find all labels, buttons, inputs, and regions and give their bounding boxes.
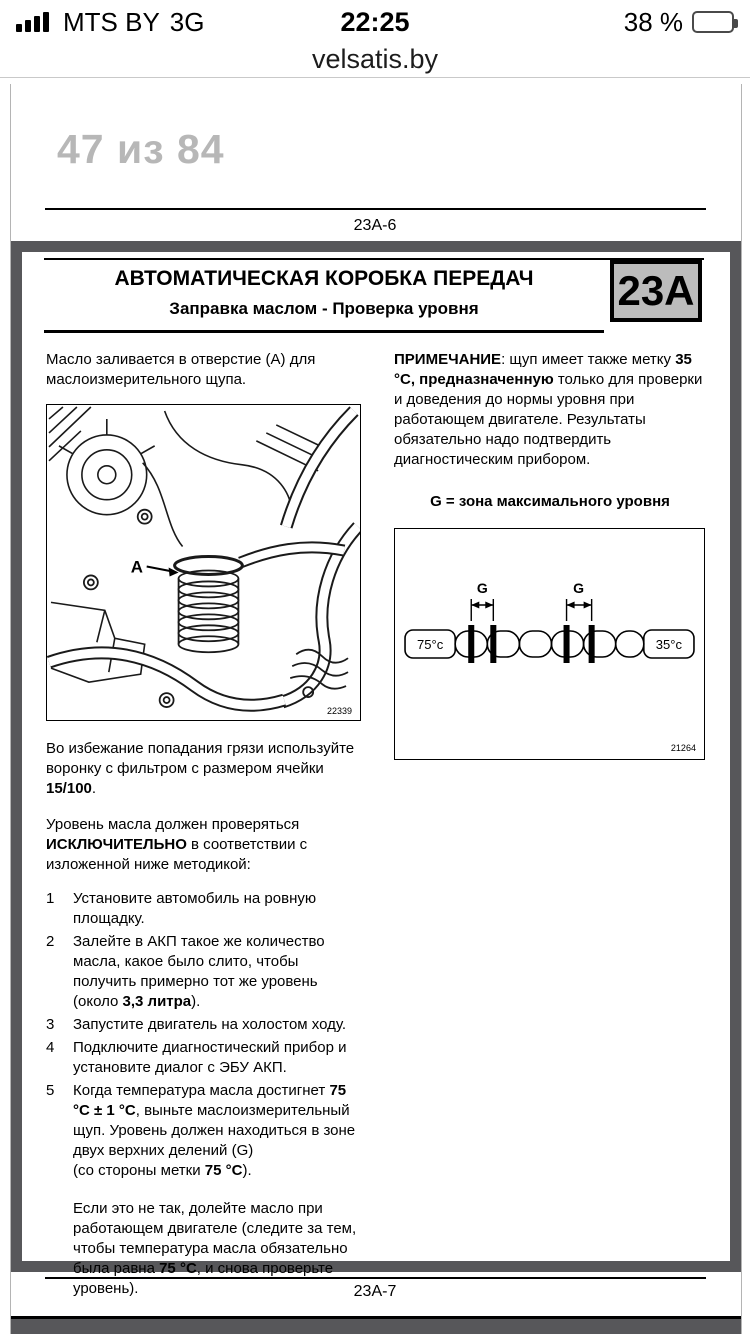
g-mark-2: G [573,580,585,596]
note-paragraph: ПРИМЕЧАНИЕ: щуп имеет также метку 35 °С, предназначенную только для проверки и доведения до нормы уровня при работающем двигателе. Результаты обязательно надо подтвердить диагностическим прибором. [394,351,703,468]
figure-ref-number: 21264 [670,743,696,753]
right-column [394,350,706,760]
signal-strength-icon [16,12,49,32]
section-code-label: 23A [617,267,695,314]
document-subtitle: Заправка маслом - Проверка уровня [169,299,479,318]
prev-page-footer-label: 23A-6 [353,217,397,234]
next-page-footer-rule [45,1277,706,1279]
engine-figure [46,404,361,721]
funnel-note: Во избежание попадания грязи используйте воронку с фильтром с размером ячейки 15/100. [46,740,355,797]
figure-ref-number: 22339 [327,706,353,717]
g-mark-1: G [476,580,488,596]
list-item: 2 Залейте в АКП такое же количество масла, какое было слито, чтобы получить примерно тот же уровень (около 3,3 литра). [46,933,325,1010]
dipstick-figure [394,528,705,760]
page-counter-overlay: 47 из 84 [57,126,225,172]
temp-label-75: 75°с [416,637,444,652]
header-underline-rule [44,330,604,333]
g-zone-caption: G = зона максимального уровня [430,493,670,510]
list-item: 4 Подключите диагностический прибор и установите диалог с ЭБУ АКП. [46,1039,347,1076]
intro-paragraph: Масло заливается в отверстие (А) для маслоизмерительного щупа. [46,351,316,388]
next-page-backdrop[interactable] [11,1316,741,1334]
list-item: 1 Установите автомобиль на ровную площадку. [46,890,317,927]
temp-label-35: 35°с [655,637,683,652]
status-bar [0,0,750,44]
browser-divider [0,77,750,78]
engine-figure-drawing [47,405,360,720]
battery-icon [692,11,734,33]
page-top-rule [44,258,704,260]
steps-list [46,889,362,1181]
network-type-label: 3G [169,6,205,37]
document-title: АВТОМАТИЧЕСКАЯ КОРОБКА ПЕРЕДАЧ [114,267,534,290]
prev-page-footer-rule [45,208,706,210]
clock-label: 22:25 [340,6,410,37]
battery-percent-label: 38 % [623,6,683,37]
figure-callout-a: A [130,557,143,577]
pdf-page-right-edge [741,84,742,1334]
list-item: 3 Запустите двигатель на холостом ходу. [46,1016,347,1033]
next-page-footer-label: 23A-7 [353,1283,397,1300]
method-intro: Уровень масла должен проверяться ИСКЛЮЧИТЕЛЬНО в соответствии с изложенной ниже методикой: [46,816,308,873]
url-label: velsatis.by [311,44,439,74]
final-note: Если это не так, долейте масло при работающем двигателе (следите за тем, чтобы температура масла обязательно была равна 75 °С, и снова проверьте уровень). [73,1200,357,1297]
list-item: 5 Когда температура масла достигнет 75 °С ± 1 °С, выньте маслоизмерительный щуп. Уровень должен находиться в зоне двух верхних делений (G) (со стороны метки 75 °С). [46,1082,356,1179]
callout-arrow [147,566,173,571]
dipstick-figure-drawing [395,529,704,759]
left-column [46,350,362,1299]
address-bar[interactable] [0,42,750,76]
section-code-box [610,260,702,322]
carrier-label: MTS BY [63,6,160,37]
